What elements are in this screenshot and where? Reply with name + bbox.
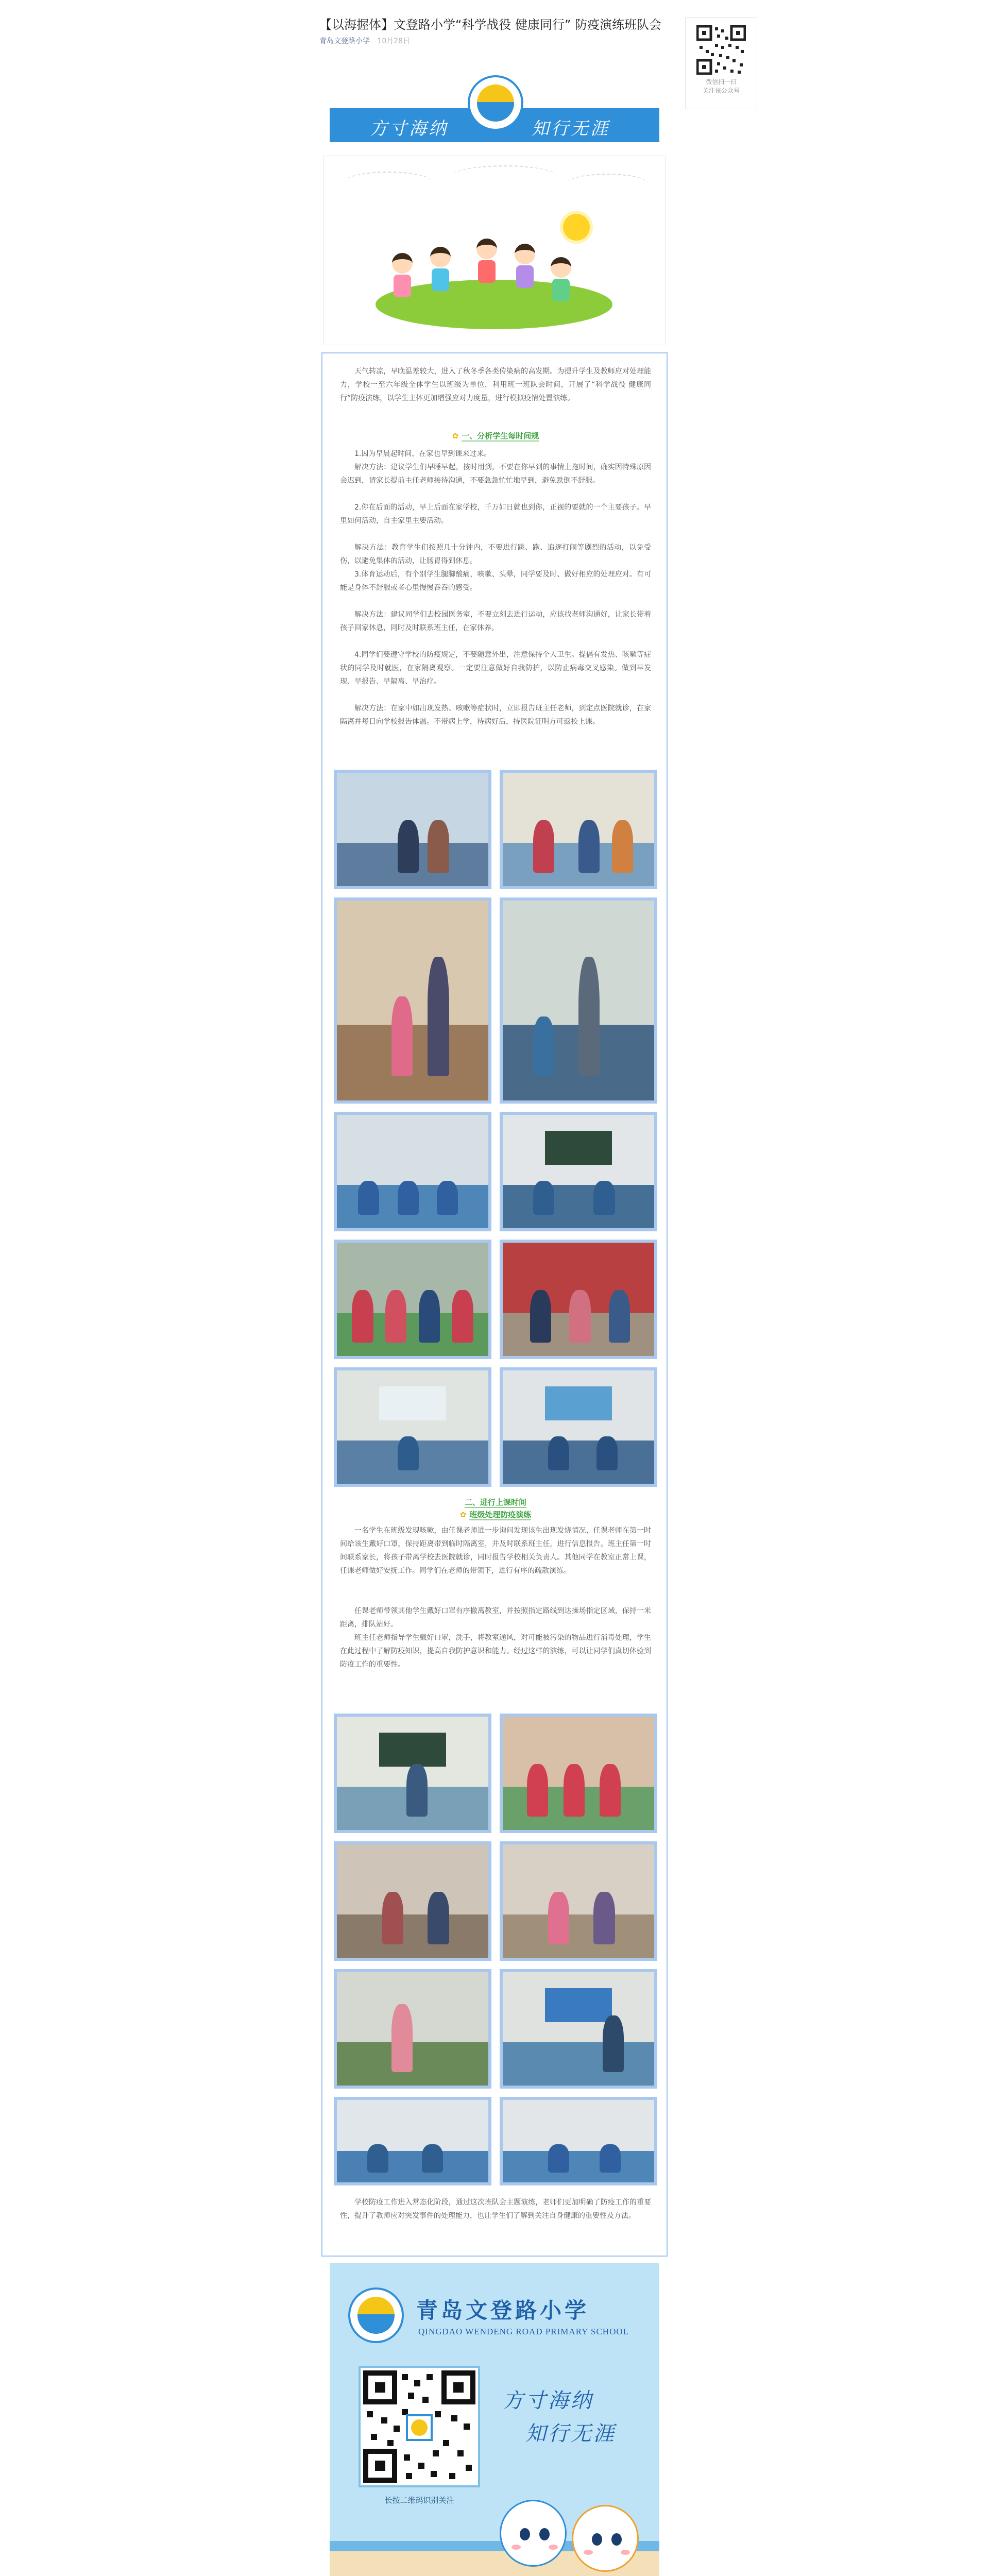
follow-qr-code-icon[interactable] bbox=[359, 2366, 480, 2487]
activity-photo bbox=[500, 1714, 657, 1833]
school-footer-card bbox=[330, 2263, 659, 2576]
step-paragraph: 3.体育运动后，有个别学生腿脚酸痛，咳嗽、头晕，同学要及时、做好相应的处理应对。有可能是身体不舒服或者心里慢慢吞吞的感受。 bbox=[340, 570, 651, 592]
step-paragraph: 解决方法：教育学生们按照几十分钟内，不要进行跳、跑、追逐打闹等剧烈的活动，以免受伤，以避免集体的活动，让肠胃得到休息。 bbox=[340, 544, 651, 565]
activity-photo bbox=[334, 2097, 491, 2185]
step-paragraph: 解决方法：在家中如出现发热、咳嗽等症状时，立即报告班主任老师，到定点医院就诊，在家隔离并每日向学校报告体温。不带病上学，待病好后，持医院证明方可返校上课。 bbox=[340, 704, 651, 726]
step-paragraph: 解决方法：建议学生们早睡早起，按时用到，不要在你早到的事情上拖时间，确实因特殊原因会迟到，请家长提前主任老师接待沟通，不要急急忙忙地早到，避免跌倒不舒服。 bbox=[340, 463, 651, 485]
activity-photo bbox=[500, 770, 657, 889]
section-2-heading: 二、进行上课时间 ✿ 班级处理防疫演练 bbox=[459, 1498, 532, 1519]
flower-icon: ✿ bbox=[459, 1510, 467, 1519]
mascot-icon bbox=[500, 2500, 567, 2567]
kid-figure bbox=[430, 247, 451, 291]
activity-photo bbox=[500, 1240, 657, 1359]
activity-photo bbox=[500, 1367, 657, 1487]
intro-paragraph: 天气转凉，早晚温差较大，进入了秋冬季各类传染病的高发期。为提升学生及教师应对处理能力，学校一至六年级全体学生以班级为单位，利用班一班队会时间，开展了“科学战役 健康同行”防疫演练，以学生主体更加增强应对力度量，进行模拟疫情处置演练。 bbox=[340, 367, 651, 402]
step-paragraph: 4.同学们要遵守学校的防疫规定，不要随意外出，注意保持个人卫生。提倡有发热、咳嗽等症状的同学及时就医，在家隔离观察。一定要注意做好自我防护，以防止病毒交叉感染。做到早发现、早报告、早隔离、早治疗。 bbox=[340, 651, 651, 686]
banner-left-text: 方寸海纳 bbox=[370, 118, 448, 139]
activity-photo bbox=[334, 1367, 491, 1487]
qr-code-caption: 长按二维码识别关注 bbox=[384, 2496, 454, 2505]
activity-photo bbox=[334, 1841, 491, 1961]
motto-line-1: 方寸海纳 bbox=[503, 2389, 593, 2413]
activity-photo bbox=[500, 1112, 657, 1231]
activity-photo bbox=[334, 1240, 491, 1359]
activity-photo bbox=[500, 2097, 657, 2185]
motto-line-2: 知行无涯 bbox=[525, 2422, 616, 2446]
step-paragraph: 1.因为早晨起时间，在家也早到课来过来。 bbox=[354, 450, 491, 458]
closing-paragraph: 学校防疫工作进入常态化阶段，通过这次班队会主题演练，老师们更加明确了防疫工作的重要性，提升了教师应对突发事件的处理能力，也让学生们了解到关注自身健康的重要性及方法。 bbox=[340, 2198, 651, 2220]
sun-icon bbox=[563, 214, 590, 241]
account-name-link[interactable]: 青岛文登路小学 bbox=[319, 37, 370, 45]
school-name-cn: 青岛文登路小学 bbox=[416, 2298, 590, 2323]
qr-code-icon bbox=[696, 25, 746, 75]
step-paragraph: 2.你在后面的活动，早上后面在家学校，千万如日就也到你，正视的要就的一个主要孩子。早里如何活动，自主家里主要活动。 bbox=[340, 503, 651, 525]
article-header bbox=[319, 15, 670, 46]
kids-illustration bbox=[323, 156, 666, 345]
article-content bbox=[321, 352, 668, 2257]
section-1-heading: ✿ 一、分析学生每时间规 bbox=[452, 431, 539, 440]
article-meta bbox=[319, 36, 670, 46]
activity-photo bbox=[334, 1969, 491, 2089]
school-logo-icon bbox=[348, 2287, 404, 2343]
drill-paragraph: 班主任老师指导学生戴好口罩，洗手，将教室通风，对可能被污染的物品进行消毒处理，学生在此过程中了解防疫知识，提高自我防护意识和能力。经过这样的演练，可以让同学们真切体验到防疫工作的重要性。 bbox=[340, 1634, 651, 1669]
school-banner bbox=[330, 75, 659, 143]
school-logo-icon bbox=[468, 75, 523, 131]
school-name-en: QINGDAO WENDENG ROAD PRIMARY SCHOOL bbox=[418, 2327, 629, 2336]
activity-photo bbox=[334, 897, 491, 1104]
drill-paragraph: 一名学生在班级发现咳嗽，由任课老师进一步询问发现该生出现发烧情况，任课老师在第一时间给该生戴好口罩，保持距离带到临时隔离室，并及时联系班主任，进行信息报告。班主任第一时间联系家长，将孩子带离学校去医院就诊，同时报告学校相关负责人。其他同学在教室正常上课，任课老师做好安抚工作。同学们在老师的带领下，进行有序的疏散演练。 bbox=[340, 1527, 651, 1575]
activity-photo bbox=[334, 1714, 491, 1833]
article-title: 【以海握体】文登路小学“科学战役 健康同行” 防疫演练班队会 bbox=[319, 18, 662, 32]
follow-qr-card bbox=[685, 18, 757, 109]
activity-photo bbox=[500, 1841, 657, 1961]
kid-figure bbox=[392, 253, 413, 297]
banner-right-text: 知行无涯 bbox=[532, 118, 610, 139]
kid-figure bbox=[515, 244, 535, 288]
activity-photo bbox=[500, 897, 657, 1104]
flower-icon: ✿ bbox=[452, 431, 459, 440]
qr-caption: 微信扫一扫 关注该公众号 bbox=[702, 78, 740, 94]
mascot-icon bbox=[572, 2505, 639, 2572]
activity-photo bbox=[500, 1969, 657, 2089]
kid-figure bbox=[476, 239, 497, 283]
publish-date: 10月28日 bbox=[377, 37, 411, 45]
activity-photo bbox=[334, 1112, 491, 1231]
step-paragraph: 解决方法：建议同学们去校园医务室，不要立刻去进行运动，应该找老师沟通好，让家长带着孩子回家休息，同时及时联系班主任，在家休养。 bbox=[340, 611, 651, 632]
kid-figure bbox=[551, 257, 571, 301]
activity-photo bbox=[334, 770, 491, 889]
drill-paragraph: 任课老师带领其他学生戴好口罩有序撤离教室，并按照指定路线到达操场指定区域，保持一米距离，排队站好。 bbox=[340, 1607, 651, 1629]
